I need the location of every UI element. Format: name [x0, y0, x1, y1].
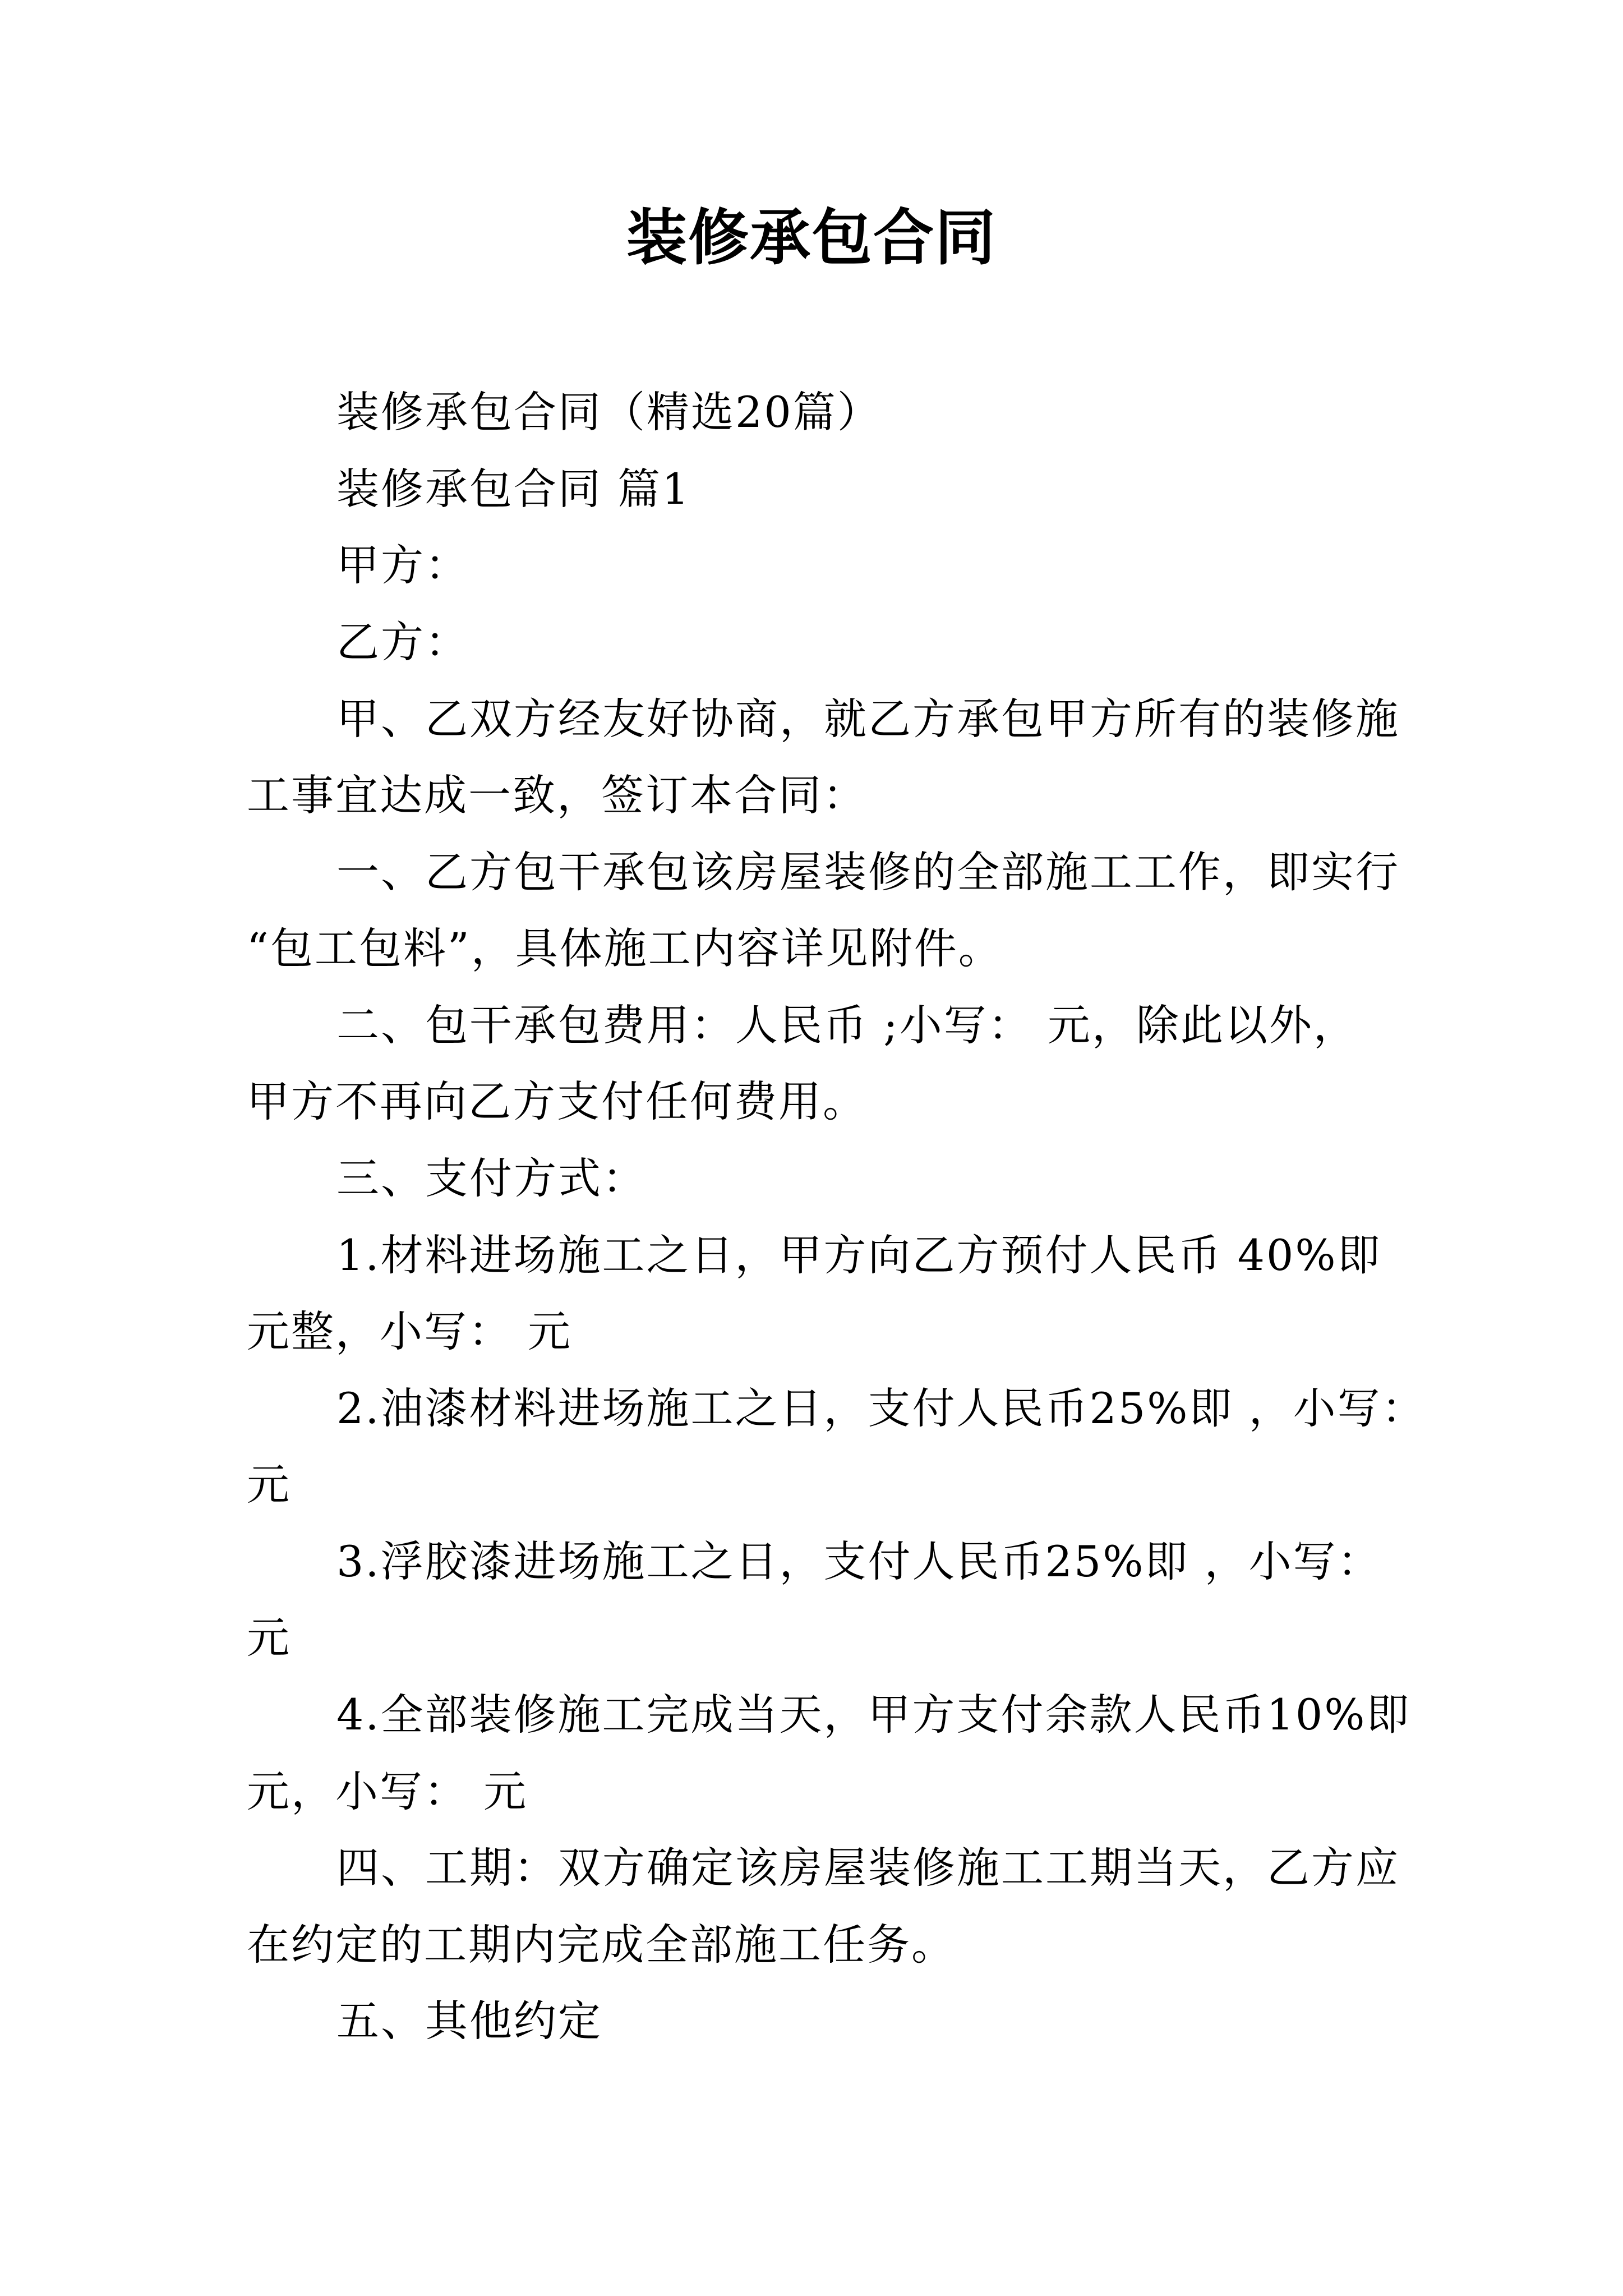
payment-item-2-line-1: 2.油漆材料进场施工之日，支付人民币25%即 ，小写：	[336, 1383, 1426, 1433]
subtitle-line: 装修承包合同（精选20篇）	[336, 387, 882, 437]
party-a-line: 甲方：	[336, 540, 469, 590]
clause-4-line-1: 四、工期：双方确定该房屋装修施工工期当天，乙方应	[336, 1843, 1400, 1893]
preamble-line-2: 工事宜达成一致，签订本合同：	[247, 770, 867, 820]
clause-3-heading: 三、支付方式：	[336, 1153, 647, 1203]
payment-item-2-line-2: 元	[247, 1460, 291, 1510]
clause-5-heading: 五、其他约定	[336, 1996, 602, 2046]
clause-2-line-2: 甲方不再向乙方支付任何费用。	[247, 1076, 867, 1126]
preamble-line-1: 甲、乙双方经友好协商，就乙方承包甲方所有的装修施	[336, 694, 1400, 744]
document-title: 装修承包合同	[626, 203, 997, 273]
payment-item-3-line-2: 元	[247, 1613, 291, 1663]
payment-item-4-line-2: 元，小写： 元	[247, 1766, 528, 1816]
payment-item-1-line-2: 元整，小写： 元	[247, 1306, 573, 1356]
payment-item-3-line-1: 3.浮胶漆进场施工之日，支付人民币25%即 ，小写：	[336, 1536, 1382, 1586]
clause-4-line-2: 在约定的工期内完成全部施工任务。	[247, 1920, 956, 1970]
clause-1-line-1: 一、乙方包干承包该房屋装修的全部施工工作，即实行	[336, 847, 1400, 897]
clause-1-line-2: “包工包料”，具体施工内容详见附件。	[247, 923, 1003, 973]
payment-item-1-line-1: 1.材料进场施工之日，甲方向乙方预付人民币 40%即	[336, 1230, 1382, 1280]
payment-item-4-line-1: 4.全部装修施工完成当天，甲方支付余款人民币10%即	[336, 1690, 1411, 1740]
clause-2-line-1: 二、包干承包费用：人民币 ;小写： 元，除此以外，	[336, 1000, 1358, 1050]
party-b-line: 乙方：	[336, 617, 469, 667]
section-heading: 装修承包合同 篇1	[336, 464, 691, 514]
